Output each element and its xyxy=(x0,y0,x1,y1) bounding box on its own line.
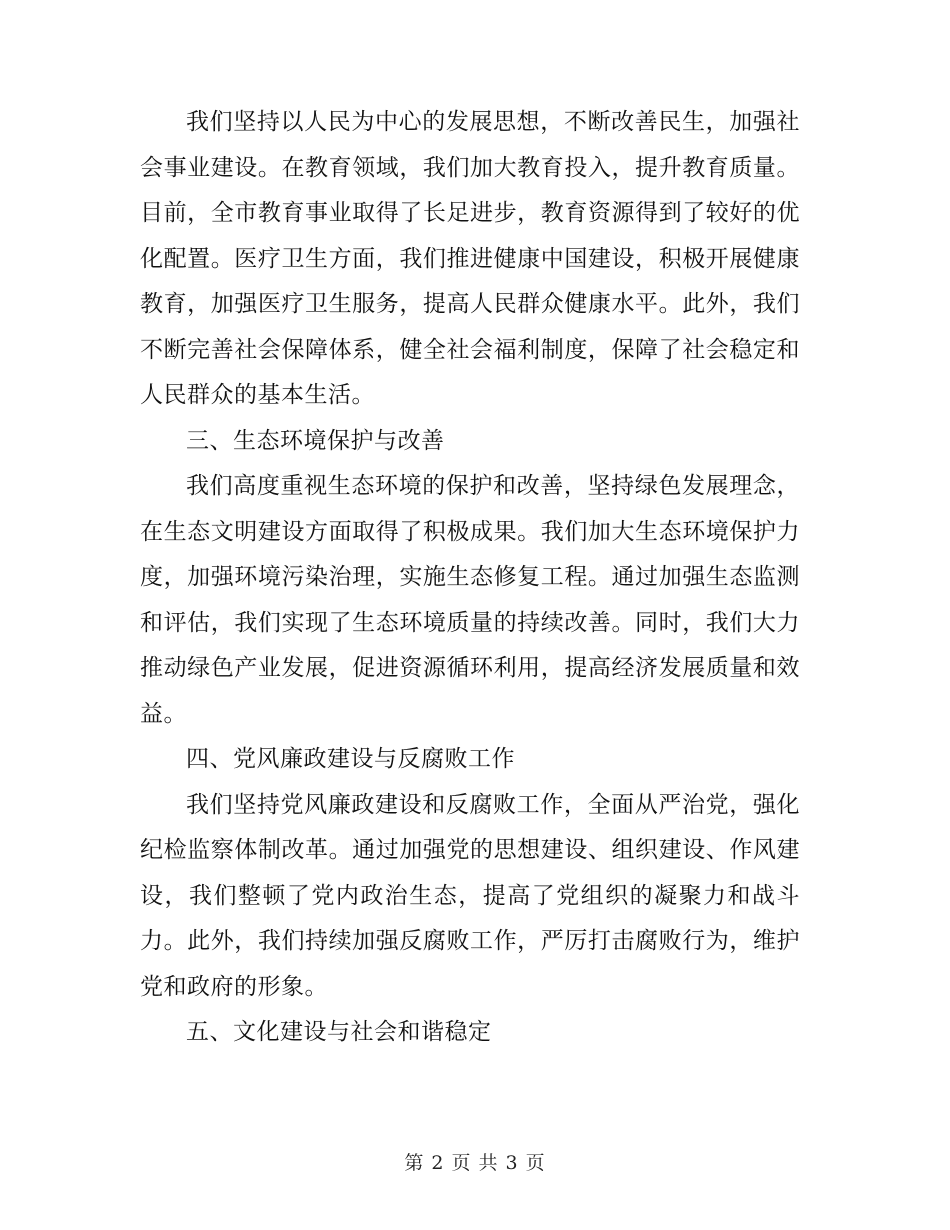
section-heading-culture: 五、文化建设与社会和谐稳定 xyxy=(186,1019,492,1045)
page-number-label: 第 2 页 共 3 页 xyxy=(404,1152,546,1174)
section-heading-anti-corruption: 四、党风廉政建设与反腐败工作 xyxy=(186,746,515,772)
paragraph-ecology: 我们高度重视生态环境的保护和改善，坚持绿色发展理念，在生态文明建设方面取得了积极成果。我们加大生态环境保护力度，加强环境污染治理，实施生态修复工程。通过加强生态监测和评估，我们实现了生态环境质量的持续改善。同时，我们大力推动绿色产业发展，促进资源循环利用，提高经济发展质量和效益。 xyxy=(140,473,800,727)
page-number-footer xyxy=(0,1148,950,1175)
section-heading-ecology: 三、生态环境保护与改善 xyxy=(186,427,445,454)
paragraph-anti-corruption: 我们坚持党风廉政建设和反腐败工作，全面从严治党，强化纪检监察体制改革。通过加强党的思想建设、组织建设、作风建设，我们整顿了党内政治生态，提高了党组织的凝聚力和战斗力。此外，我们持续加强反腐败工作，严厉打击腐败行为，维护党和政府的形象。 xyxy=(140,791,800,1000)
document-body xyxy=(140,100,800,1056)
paragraph-social-development: 我们坚持以人民为中心的发展思想，不断改善民生，加强社会事业建设。在教育领域，我们加大教育投入，提升教育质量。目前，全市教育事业取得了长足进步，教育资源得到了较好的优化配置。医疗卫生方面，我们推进健康中国建设，积极开展健康教育，加强医疗卫生服务，提高人民群众健康水平。此外，我们不断完善社会保障体系，健全社会福利制度，保障了社会稳定和人民群众的基本生活。 xyxy=(140,109,800,408)
